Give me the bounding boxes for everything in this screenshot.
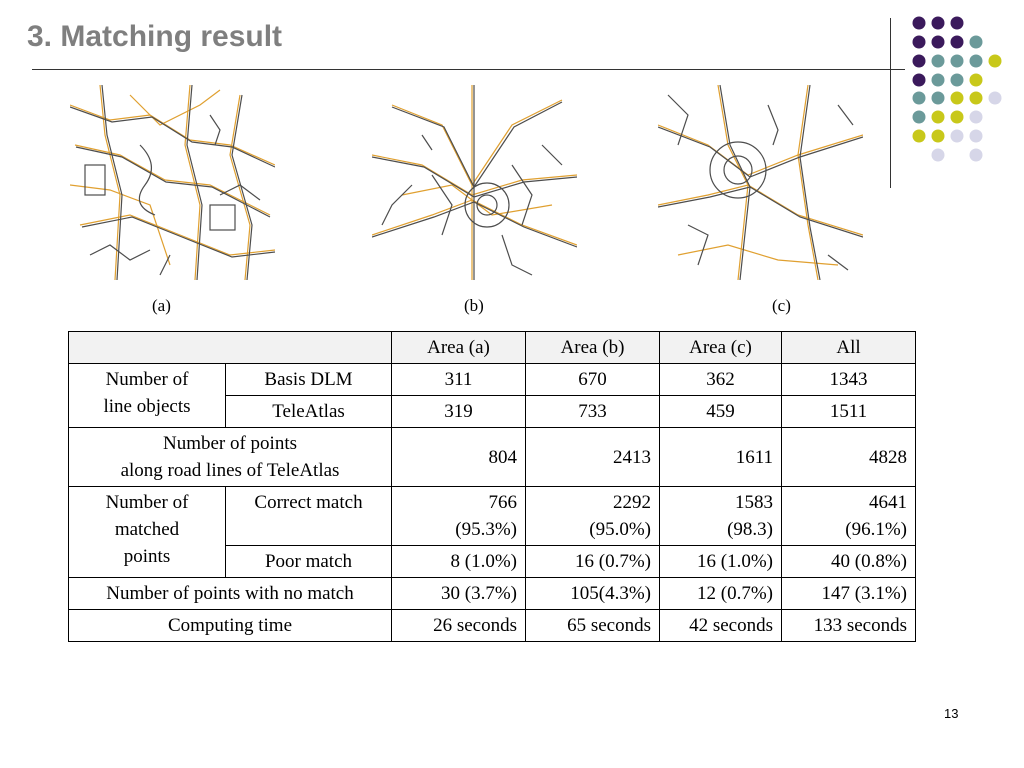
title-divider bbox=[32, 69, 905, 70]
header-area-a: Area (a) bbox=[392, 332, 526, 364]
caption-b: (b) bbox=[464, 296, 484, 315]
cell-value: 670 bbox=[526, 364, 660, 396]
cell-value: 105(4.3%) bbox=[526, 578, 660, 610]
dot-group-lavender bbox=[932, 92, 1002, 162]
row-label-computing-time: Computing time bbox=[69, 610, 392, 642]
cell-value: 804 bbox=[392, 428, 526, 487]
sublabel-teleatlas: TeleAtlas bbox=[226, 396, 392, 428]
cell-value: 733 bbox=[526, 396, 660, 428]
cell-value: 459 bbox=[660, 396, 782, 428]
dot-group-teal bbox=[913, 36, 983, 124]
cell-value: 16 (1.0%) bbox=[660, 546, 782, 578]
caption-c: (c) bbox=[772, 296, 791, 315]
page-number: 13 bbox=[944, 706, 959, 721]
cell-value: 42 seconds bbox=[660, 610, 782, 642]
cell-value: 12 (0.7%) bbox=[660, 578, 782, 610]
road-map-area-c bbox=[658, 85, 863, 280]
caption-a: (a) bbox=[152, 296, 171, 315]
dot-group-olive bbox=[913, 55, 1002, 143]
cell-value: 1511 bbox=[782, 396, 916, 428]
cell-value: 4828 bbox=[782, 428, 916, 487]
header-area-c: Area (c) bbox=[660, 332, 782, 364]
sublabel-correct-match: Correct match bbox=[226, 487, 392, 546]
cell-value: 40 (0.8%) bbox=[782, 546, 916, 578]
header-all: All bbox=[782, 332, 916, 364]
cell-value: 766 (95.3%) bbox=[392, 487, 526, 546]
cell-value: 16 (0.7%) bbox=[526, 546, 660, 578]
row-label-points-road: Number of points along road lines of TeleAtlas bbox=[69, 428, 392, 487]
table-header-row bbox=[69, 332, 916, 364]
cell-value: 147 (3.1%) bbox=[782, 578, 916, 610]
cell-value: 2292 (95.0%) bbox=[526, 487, 660, 546]
row-label-no-match: Number of points with no match bbox=[69, 578, 392, 610]
cell-value: 2413 bbox=[526, 428, 660, 487]
header-empty-cell bbox=[69, 332, 392, 364]
row-label-line-objects: Number of line objects bbox=[69, 364, 226, 428]
sublabel-poor-match: Poor match bbox=[226, 546, 392, 578]
table-row-correct-match bbox=[69, 487, 916, 546]
cell-value: 30 (3.7%) bbox=[392, 578, 526, 610]
cell-value: 26 seconds bbox=[392, 610, 526, 642]
cell-value: 4641 (96.1%) bbox=[782, 487, 916, 546]
slide-title: 3. Matching result bbox=[27, 20, 283, 53]
dot-group-purple bbox=[913, 17, 964, 87]
cell-value: 362 bbox=[660, 364, 782, 396]
table-row-points-road bbox=[69, 428, 916, 487]
cell-value: 8 (1.0%) bbox=[392, 546, 526, 578]
cell-value: 1611 bbox=[660, 428, 782, 487]
road-map-area-b bbox=[372, 85, 577, 280]
header-area-b: Area (b) bbox=[526, 332, 660, 364]
road-map-area-a bbox=[70, 85, 275, 280]
vertical-divider bbox=[890, 18, 891, 188]
cell-value: 311 bbox=[392, 364, 526, 396]
cell-value: 133 seconds bbox=[782, 610, 916, 642]
cell-value: 1343 bbox=[782, 364, 916, 396]
cell-value: 65 seconds bbox=[526, 610, 660, 642]
cell-value: 319 bbox=[392, 396, 526, 428]
table-row-basis-dlm bbox=[69, 364, 916, 396]
matching-results-table bbox=[68, 331, 916, 642]
table-row-no-match bbox=[69, 578, 916, 610]
row-label-matched-points: Number of matched points bbox=[69, 487, 226, 578]
sublabel-basis-dlm: Basis DLM bbox=[226, 364, 392, 396]
table-row-computing-time bbox=[69, 610, 916, 642]
cell-value: 1583 (98.3) bbox=[660, 487, 782, 546]
